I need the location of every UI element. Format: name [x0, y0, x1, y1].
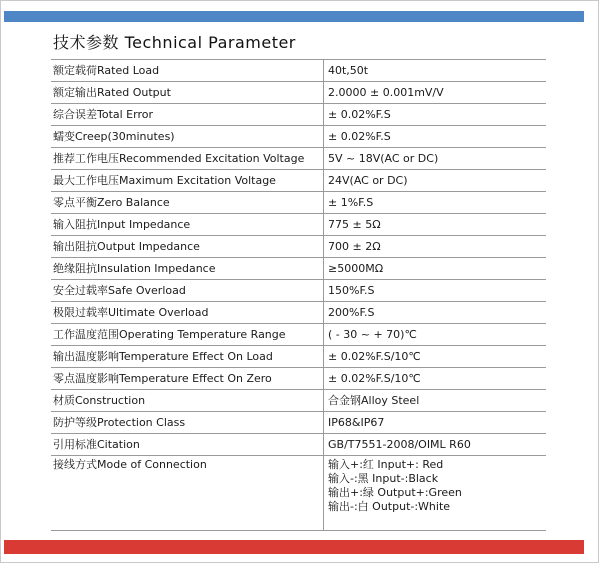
- param-value: GB/T7551-2008/OIML R60: [324, 434, 547, 456]
- table-row: [51, 104, 546, 126]
- param-label: 输出温度影响Temperature Effect On Load: [51, 346, 324, 368]
- param-label: 极限过载率Ultimate Overload: [51, 302, 324, 324]
- param-value: 合金钢Alloy Steel: [324, 390, 547, 412]
- param-value: 700 ± 2Ω: [324, 236, 547, 258]
- param-value: IP68&IP67: [324, 412, 547, 434]
- param-label: 输出阻抗Output Impedance: [51, 236, 324, 258]
- param-label: 防护等级Protection Class: [51, 412, 324, 434]
- connection-line: 输出+:绿 Output+:Green: [328, 486, 462, 499]
- table-row: [51, 280, 546, 302]
- param-label: 引用标准Citation: [51, 434, 324, 456]
- param-value: ± 0.02%F.S/10℃: [324, 368, 547, 390]
- param-label: 综合误差Total Error: [51, 104, 324, 126]
- table-row: [51, 60, 546, 82]
- param-value: 5V ~ 18V(AC or DC): [324, 148, 547, 170]
- param-label: 最大工作电压Maximum Excitation Voltage: [51, 170, 324, 192]
- param-value: 2.0000 ± 0.001mV/V: [324, 82, 547, 104]
- param-label: 工作温度范围Operating Temperature Range: [51, 324, 324, 346]
- table-row: [51, 324, 546, 346]
- param-label: 输入阻抗Input Impedance: [51, 214, 324, 236]
- param-value: 40t,50t: [324, 60, 547, 82]
- table-row: [51, 434, 546, 456]
- param-label: 接线方式Mode of Connection: [51, 456, 324, 531]
- connection-line: 输入+:红 Input+: Red: [328, 458, 444, 471]
- page-title: 技术参数 Technical Parameter: [53, 33, 296, 52]
- param-label: 额定载荷Rated Load: [51, 60, 324, 82]
- bottom-accent-bar: [4, 540, 584, 554]
- param-label: 推荐工作电压Recommended Excitation Voltage: [51, 148, 324, 170]
- param-label: 零点平衡Zero Balance: [51, 192, 324, 214]
- table-row: [51, 214, 546, 236]
- param-value: 24V(AC or DC): [324, 170, 547, 192]
- param-value: ± 0.02%F.S: [324, 104, 547, 126]
- param-label: 蠕变Creep(30minutes): [51, 126, 324, 148]
- table-row-connection: [51, 456, 546, 531]
- param-value: ± 0.02%F.S: [324, 126, 547, 148]
- table-row: [51, 126, 546, 148]
- table-row: [51, 346, 546, 368]
- param-value: ± 1%F.S: [324, 192, 547, 214]
- table-row: [51, 258, 546, 280]
- connection-line: 输入-:黑 Input-:Black: [328, 472, 439, 485]
- param-label: 绝缘阻抗Insulation Impedance: [51, 258, 324, 280]
- param-value: 200%F.S: [324, 302, 547, 324]
- parameter-table: [51, 59, 546, 531]
- parameter-table-body: [51, 60, 546, 531]
- param-label: 额定输出Rated Output: [51, 82, 324, 104]
- connection-values: [324, 456, 547, 531]
- table-row: [51, 148, 546, 170]
- table-row: [51, 236, 546, 258]
- param-value: ( - 30 ~ + 70)℃: [324, 324, 547, 346]
- table-row: [51, 192, 546, 214]
- param-value: ± 0.02%F.S/10℃: [324, 346, 547, 368]
- param-label: 安全过载率Safe Overload: [51, 280, 324, 302]
- connection-line: 输出-:白 Output-:White: [328, 500, 451, 513]
- table-row: [51, 368, 546, 390]
- param-value: 150%F.S: [324, 280, 547, 302]
- table-row: [51, 82, 546, 104]
- table-row: [51, 170, 546, 192]
- table-row: [51, 302, 546, 324]
- top-accent-bar: [4, 11, 584, 22]
- param-value: ≥5000MΩ: [324, 258, 547, 280]
- table-row: [51, 412, 546, 434]
- param-label: 材质Construction: [51, 390, 324, 412]
- table-row: [51, 390, 546, 412]
- param-label: 零点温度影响Temperature Effect On Zero: [51, 368, 324, 390]
- param-value: 775 ± 5Ω: [324, 214, 547, 236]
